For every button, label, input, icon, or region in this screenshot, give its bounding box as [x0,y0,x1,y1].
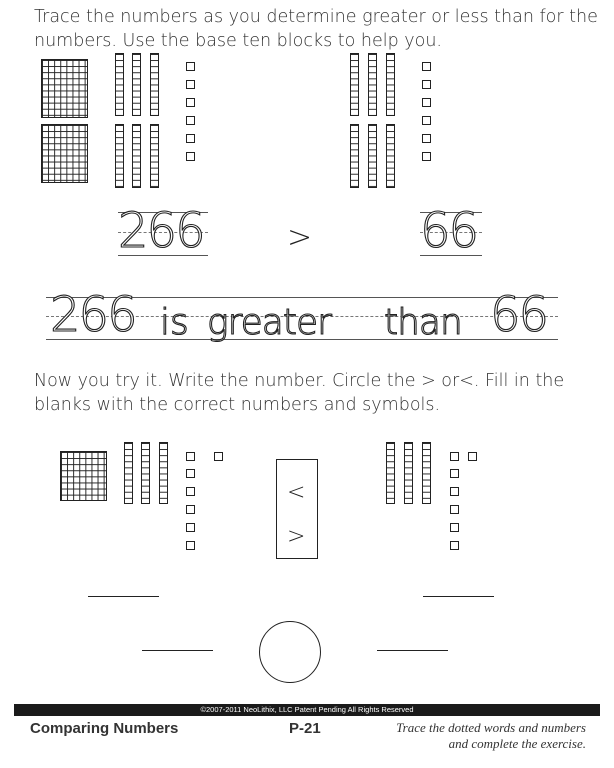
choice-greater-than[interactable]: > [287,524,306,549]
sentence-word-is: is [160,302,189,343]
instruction-line-3: Now you try it. Write the number. Circle the > or<. Fill in the [34,371,565,391]
instruction-line-4: blanks with the correct numbers and symbols. [34,395,441,415]
unit-cube [186,523,195,532]
sentence-word-than: than [384,302,462,343]
ten-rod [141,442,150,504]
unit-cube [422,116,431,125]
unit-cube [186,98,195,107]
unit-cube [186,152,195,161]
unit-cube [186,116,195,125]
ten-rod [368,53,377,116]
instruction-line-2: numbers. Use the base ten blocks to help you. [34,31,442,51]
ten-rod [115,124,124,188]
unit-cube [186,62,195,71]
hundred-block [60,451,107,501]
unit-cube [186,80,195,89]
unit-cube [450,505,459,514]
ten-rod [386,53,395,116]
ten-rod [159,442,168,504]
answer-blank-sentence-left[interactable] [142,650,213,651]
hundred-block [41,124,88,183]
page-number: P-21 [289,720,321,737]
footer-note [366,720,586,752]
hundred-block [41,59,88,118]
ten-rod [115,53,124,116]
unit-cube [422,98,431,107]
ten-rod [404,442,413,504]
unit-cube [186,452,195,461]
symbol-choice-box [276,459,318,559]
answer-blank-right-number[interactable] [423,596,494,597]
unit-cube [422,62,431,71]
ten-rod [386,124,395,188]
unit-cube [422,134,431,143]
ten-rod [350,53,359,116]
traced-number-left: 266 [118,203,204,259]
ten-rod [132,53,141,116]
ten-rod [422,442,431,504]
unit-cube [186,487,195,496]
ten-rod [386,442,395,504]
ten-rod [150,124,159,188]
ten-rod [132,124,141,188]
unit-cube [468,452,477,461]
footer-note-line-1: Trace the dotted words and numbers [396,720,586,735]
unit-cube [450,469,459,478]
example-comparison-symbol: > [287,220,313,255]
ten-rod [368,124,377,188]
sentence-number-b: 66 [490,287,548,343]
unit-cube [186,469,195,478]
footer-title: Comparing Numbers [30,720,179,737]
ten-rod [350,124,359,188]
ten-rod [124,442,133,504]
choice-less-than[interactable]: < [287,480,306,505]
answer-circle-symbol[interactable] [259,621,321,683]
copyright-bar: ©2007-2011 NeoLithix, LLC Patent Pending All Rights Reserved [14,704,600,716]
sentence-word-greater: greater [207,302,331,343]
ten-rod [150,53,159,116]
answer-blank-sentence-right[interactable] [377,650,448,651]
unit-cube [422,152,431,161]
unit-cube [450,487,459,496]
unit-cube [422,80,431,89]
answer-blank-left-number[interactable] [88,596,159,597]
traced-number-right: 66 [420,203,478,259]
unit-cube [186,134,195,143]
unit-cube [186,505,195,514]
footer-note-line-2: and complete the exercise. [448,736,586,751]
unit-cube [214,452,223,461]
unit-cube [186,541,195,550]
instruction-line-1: Trace the numbers as you determine greater or less than for the [34,7,598,27]
sentence-number-a: 266 [50,287,136,343]
unit-cube [450,452,459,461]
unit-cube [450,523,459,532]
unit-cube [450,541,459,550]
